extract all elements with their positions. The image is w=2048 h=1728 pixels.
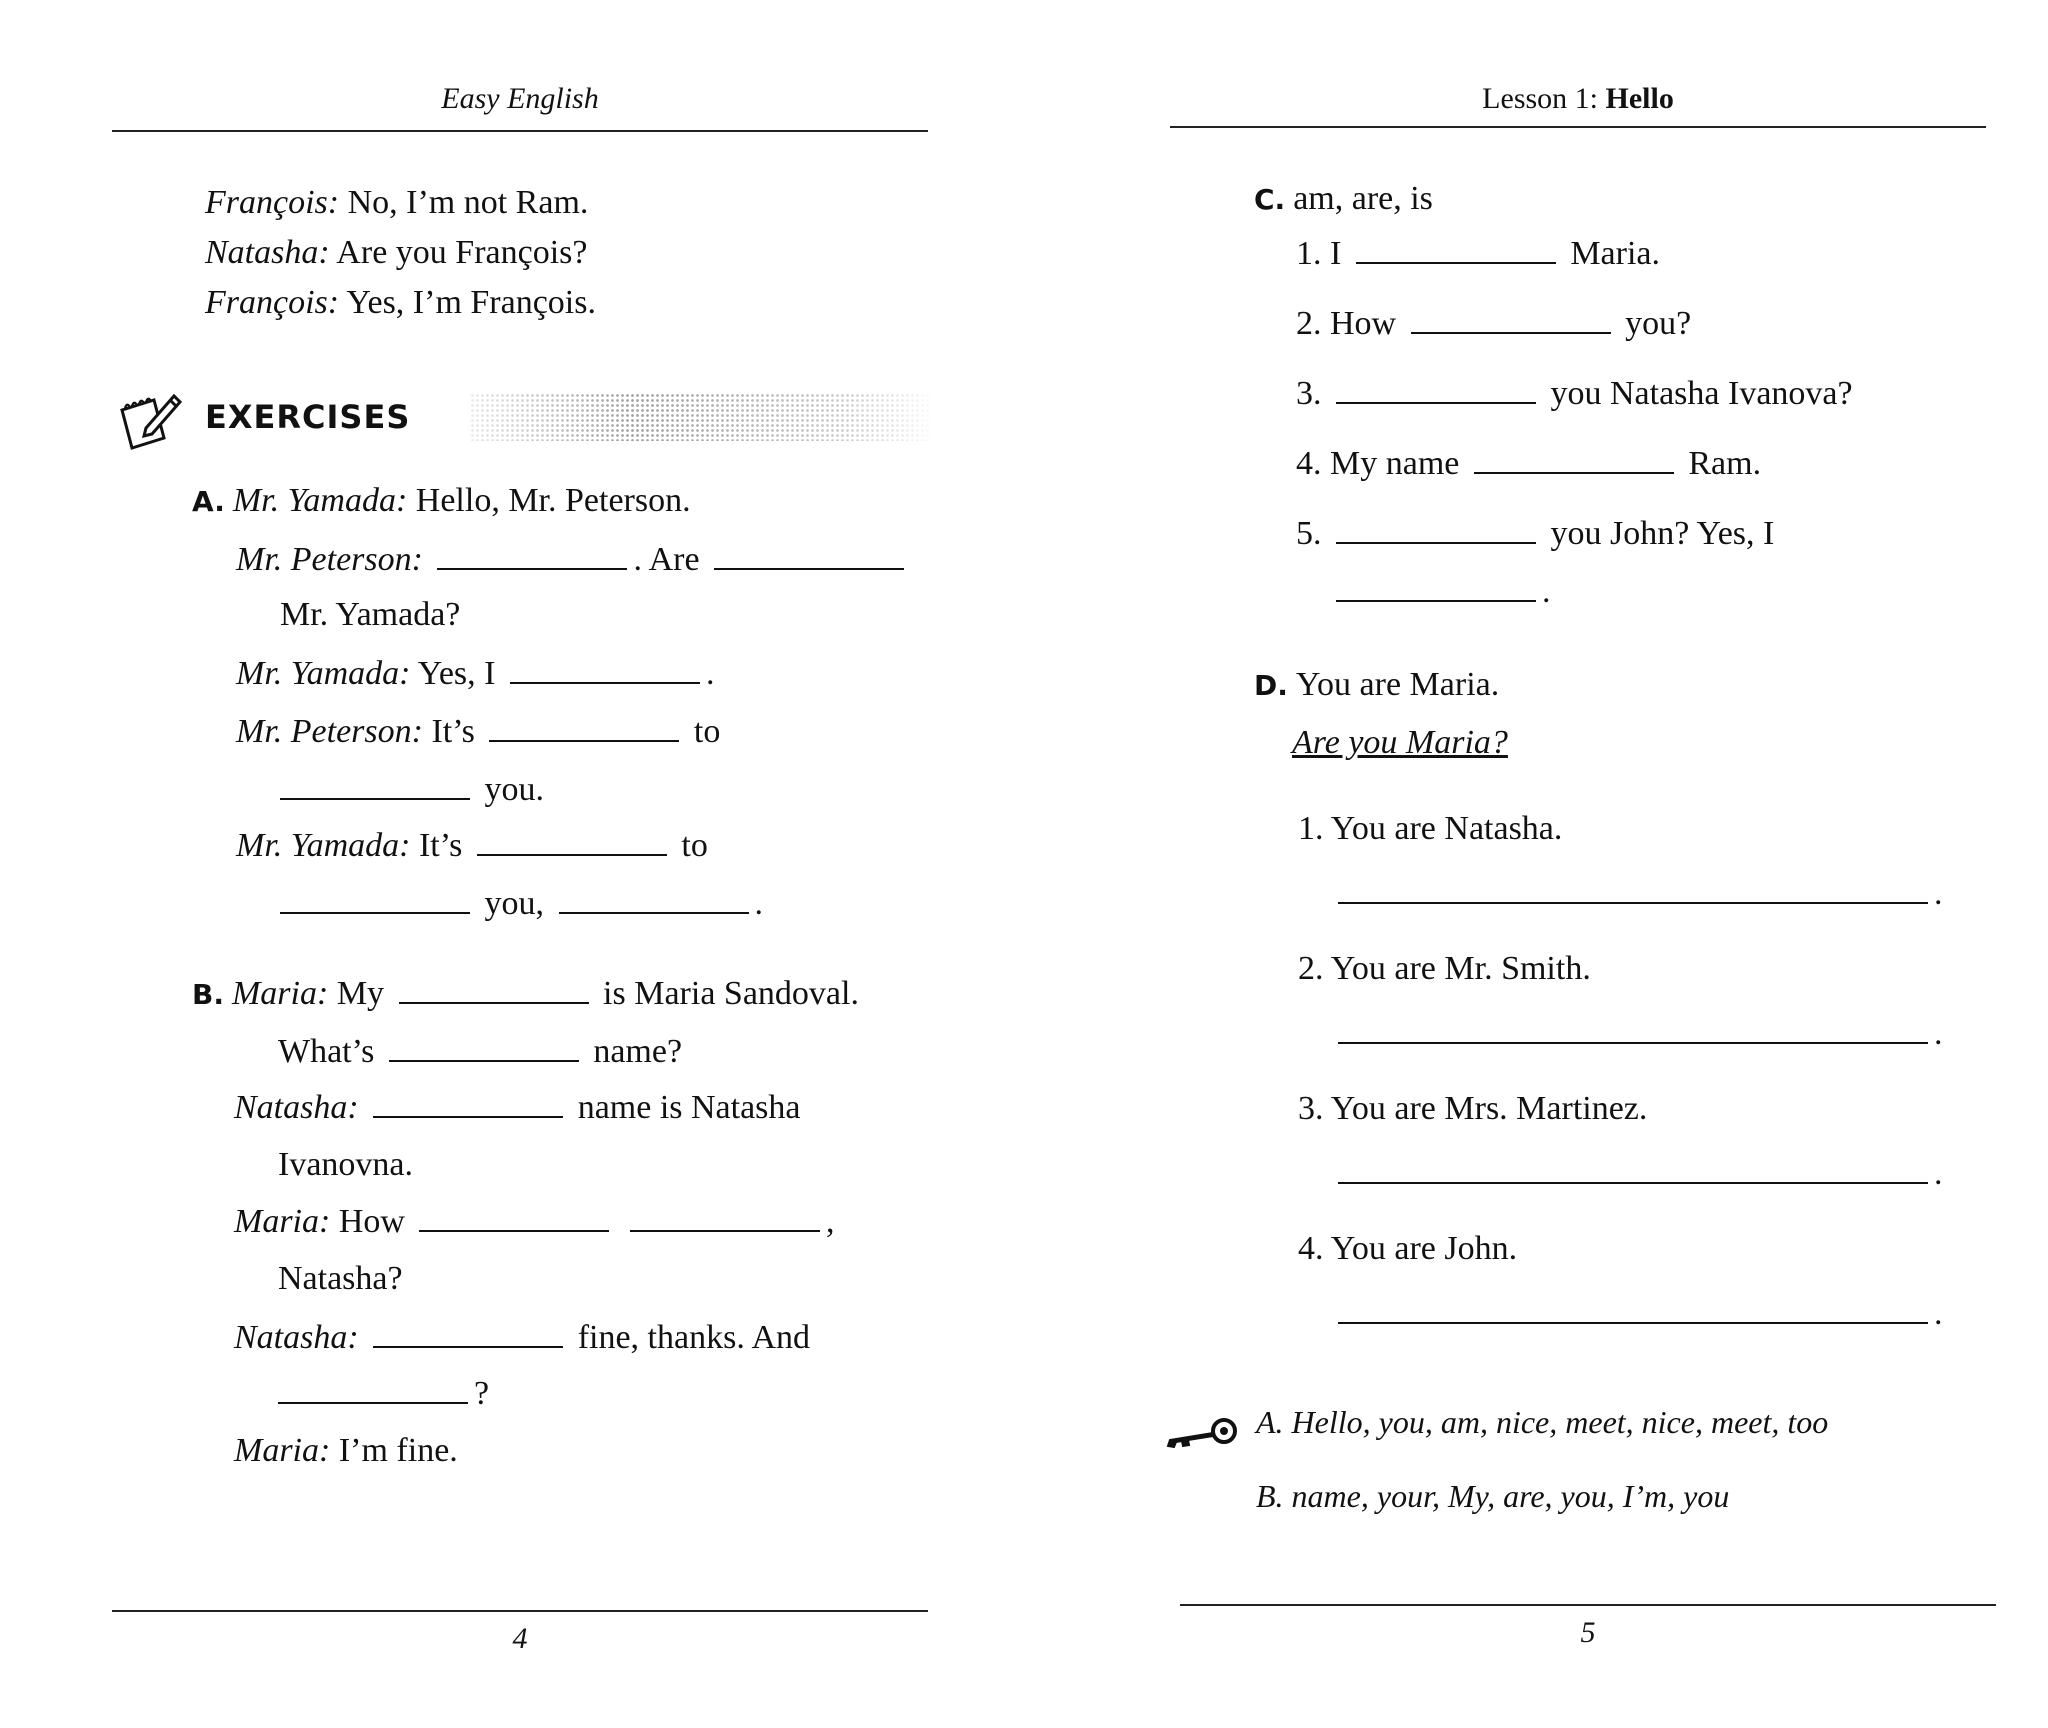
answer-blank[interactable] <box>1338 876 1928 904</box>
exercise-d-model <box>1292 726 1508 760</box>
item-text: you John? Yes, I <box>1550 515 1775 552</box>
halftone-banner <box>470 393 930 441</box>
dialogue-text: Mr. Yamada? <box>280 596 461 633</box>
item-text: 5. <box>1296 515 1322 552</box>
item-text: 2. How <box>1296 305 1397 342</box>
answer-blank[interactable] <box>1338 1016 1928 1044</box>
dialogue-text: I’m fine. <box>330 1432 458 1469</box>
answer-blank[interactable] <box>373 1320 563 1348</box>
exercise-d-item <box>1298 952 1591 986</box>
exercise-b-line-5 <box>234 1204 834 1239</box>
speaker: François: <box>205 284 340 321</box>
footer-rule <box>112 1610 928 1612</box>
exercise-c-item-cont <box>1336 574 1551 609</box>
answer-blank[interactable] <box>559 886 749 914</box>
exercise-d-item <box>1298 1092 1647 1126</box>
speaker: Maria: <box>234 1432 331 1469</box>
page-number: 4 <box>512 1622 528 1655</box>
exercise-b-line-3 <box>234 1090 801 1125</box>
speaker: François: <box>205 184 340 221</box>
speaker: Mr. Yamada: <box>232 482 408 519</box>
answer-blank[interactable] <box>437 542 627 570</box>
exercise-a-line-3 <box>280 598 460 632</box>
exercise-b-line-6 <box>278 1262 403 1296</box>
exercise-b-line-8 <box>278 1376 489 1411</box>
dialogue-text: Natasha? <box>278 1260 403 1297</box>
speaker: Mr. Yamada: <box>236 655 411 692</box>
exercise-a-line-2 <box>236 542 910 577</box>
dialogue-text: My <box>328 975 385 1012</box>
answer-blank[interactable] <box>1336 574 1536 602</box>
dialogue-text: you. <box>484 771 544 808</box>
exercise-letter: D. <box>1254 669 1288 702</box>
dialogue-text: Ivanovna. <box>278 1146 414 1183</box>
dialogue-text: to <box>693 713 721 750</box>
answer-blank[interactable] <box>399 976 589 1004</box>
dialogue-text: What’s <box>278 1033 375 1070</box>
speaker: Natasha: <box>234 1319 359 1356</box>
key-icon <box>1164 1414 1240 1452</box>
item-text: Maria. <box>1570 235 1661 272</box>
exercise-d-answer-line <box>1338 1016 1943 1051</box>
running-head-prefix: Lesson 1: <box>1482 82 1606 115</box>
answer-key-a: A. Hello, you, am, nice, meet, nice, meet, too <box>1256 1404 1829 1440</box>
exercise-d-answer-line <box>1338 876 1943 911</box>
exercise-d-answer-line <box>1338 1156 1943 1191</box>
exercise-prompt: You are Maria. <box>1295 666 1500 703</box>
answer-blank[interactable] <box>280 886 470 914</box>
speaker: Natasha: <box>205 234 330 271</box>
speaker: Mr. Yamada: <box>236 827 411 864</box>
exercise-c-prompt <box>1254 182 1433 216</box>
dialogue-text: Hello, Mr. Peterson. <box>407 482 691 519</box>
exercise-letter: B. <box>192 978 224 1011</box>
dialogue-text: . <box>754 885 763 922</box>
exercise-b-line-4 <box>278 1148 413 1182</box>
exercise-d-prompt <box>1254 668 1499 702</box>
answer-blank[interactable] <box>280 772 470 800</box>
item-text: . <box>1542 573 1551 610</box>
speaker: Maria: <box>234 1203 331 1240</box>
item-text: 4. You are John. <box>1298 1230 1518 1267</box>
item-text: you Natasha Ivanova? <box>1550 375 1853 412</box>
item-text: . <box>1934 875 1943 912</box>
running-head-title: Hello <box>1605 82 1674 115</box>
dialogue-line <box>205 236 587 270</box>
exercise-a-line-5 <box>236 714 720 749</box>
exercise-d-answer-line <box>1338 1296 1943 1331</box>
dialogue-text: Are you François? <box>329 234 588 271</box>
exercise-a-line-1 <box>192 484 691 518</box>
exercise-letter: C. <box>1254 183 1286 216</box>
item-text: 3. You are Mrs. Martinez. <box>1298 1090 1648 1127</box>
dialogue-text: It’s <box>422 713 475 750</box>
answer-blank[interactable] <box>1356 236 1556 264</box>
exercise-b-line-9 <box>234 1434 458 1468</box>
exercise-d-item <box>1298 1232 1517 1266</box>
answer-blank[interactable] <box>510 656 700 684</box>
exercises-title: EXERCISES <box>205 398 411 436</box>
running-head: Easy English <box>441 82 599 115</box>
answer-blank[interactable] <box>389 1034 579 1062</box>
item-text: 4. My name <box>1296 445 1460 482</box>
item-text: . <box>1934 1155 1943 1192</box>
answer-blank[interactable] <box>1338 1296 1928 1324</box>
dialogue-text: . <box>706 655 715 692</box>
answer-blank[interactable] <box>1474 446 1674 474</box>
exercise-b-line-1 <box>192 976 859 1011</box>
exercise-c-item <box>1296 236 1660 271</box>
item-text: 1. You are Natasha. <box>1298 810 1563 847</box>
dialogue-text: you, <box>484 885 544 922</box>
exercise-c-item <box>1296 446 1761 481</box>
dialogue-text: . Are <box>633 541 700 578</box>
item-text: 1. I <box>1296 235 1342 272</box>
exercise-prompt: am, are, is <box>1293 180 1433 217</box>
exercise-a-line-8 <box>280 886 763 921</box>
header-rule <box>1170 126 1986 128</box>
dialogue-text: , <box>825 1203 835 1240</box>
dialogue-text: name? <box>593 1033 683 1070</box>
exercise-c-item <box>1296 306 1691 341</box>
pencil-notepad-icon <box>116 388 186 454</box>
answer-blank[interactable] <box>477 828 667 856</box>
answer-blank[interactable] <box>1411 306 1611 334</box>
item-text: . <box>1934 1015 1943 1052</box>
speaker: Maria: <box>231 975 329 1012</box>
dialogue-text: is Maria Sandoval. <box>603 975 859 1012</box>
dialogue-text: Yes, I <box>410 655 496 692</box>
dialogue-text: It’s <box>410 827 463 864</box>
exercise-a-line-6 <box>280 772 544 807</box>
answer-blank[interactable] <box>714 542 904 570</box>
running-head <box>1170 82 1986 116</box>
item-text: you? <box>1625 305 1692 342</box>
answer-blank[interactable] <box>419 1204 609 1232</box>
dialogue-text: How <box>330 1203 405 1240</box>
answer-blank[interactable] <box>1336 376 1536 404</box>
exercise-a-line-7 <box>236 828 708 863</box>
dialogue-line <box>205 186 588 220</box>
dialogue-text: Yes, I’m François. <box>339 284 596 321</box>
dialogue-text: name is Natasha <box>577 1089 801 1126</box>
header-rule <box>112 130 928 132</box>
exercise-d-item <box>1298 812 1562 846</box>
page-number: 5 <box>1580 1616 1596 1649</box>
speaker: Natasha: <box>234 1089 359 1126</box>
dialogue-line <box>205 286 596 320</box>
answer-blank[interactable] <box>489 714 679 742</box>
speaker: Mr. Peterson: <box>236 713 423 750</box>
dialogue-text: No, I’m not Ram. <box>339 184 589 221</box>
exercise-a-line-4 <box>236 656 715 691</box>
dialogue-text: ? <box>474 1375 490 1412</box>
answer-key-b: B. name, your, My, are, you, I’m, you <box>1256 1478 1730 1514</box>
answer-blank[interactable] <box>630 1204 820 1232</box>
dialogue-text: to <box>681 827 708 864</box>
exercise-letter: A. <box>192 485 225 518</box>
item-text: 2. You are Mr. Smith. <box>1298 950 1591 987</box>
model-answer: Are you Maria? <box>1292 724 1508 761</box>
exercise-b-line-7 <box>234 1320 810 1355</box>
exercise-c-item <box>1296 516 1774 551</box>
item-text: 3. <box>1296 375 1322 412</box>
exercise-c-item <box>1296 376 1853 411</box>
answer-blank[interactable] <box>1336 516 1536 544</box>
exercise-b-line-2 <box>278 1034 682 1069</box>
answer-blank[interactable] <box>1338 1156 1928 1184</box>
left-page <box>0 0 1000 1728</box>
answer-blank[interactable] <box>373 1090 563 1118</box>
speaker: Mr. Peterson: <box>236 541 423 578</box>
item-text: . <box>1934 1295 1943 1332</box>
item-text: Ram. <box>1688 445 1762 482</box>
right-page <box>1080 0 2048 1728</box>
dialogue-text: fine, thanks. And <box>577 1319 810 1356</box>
answer-blank[interactable] <box>278 1376 468 1404</box>
footer-rule <box>1180 1604 1996 1606</box>
